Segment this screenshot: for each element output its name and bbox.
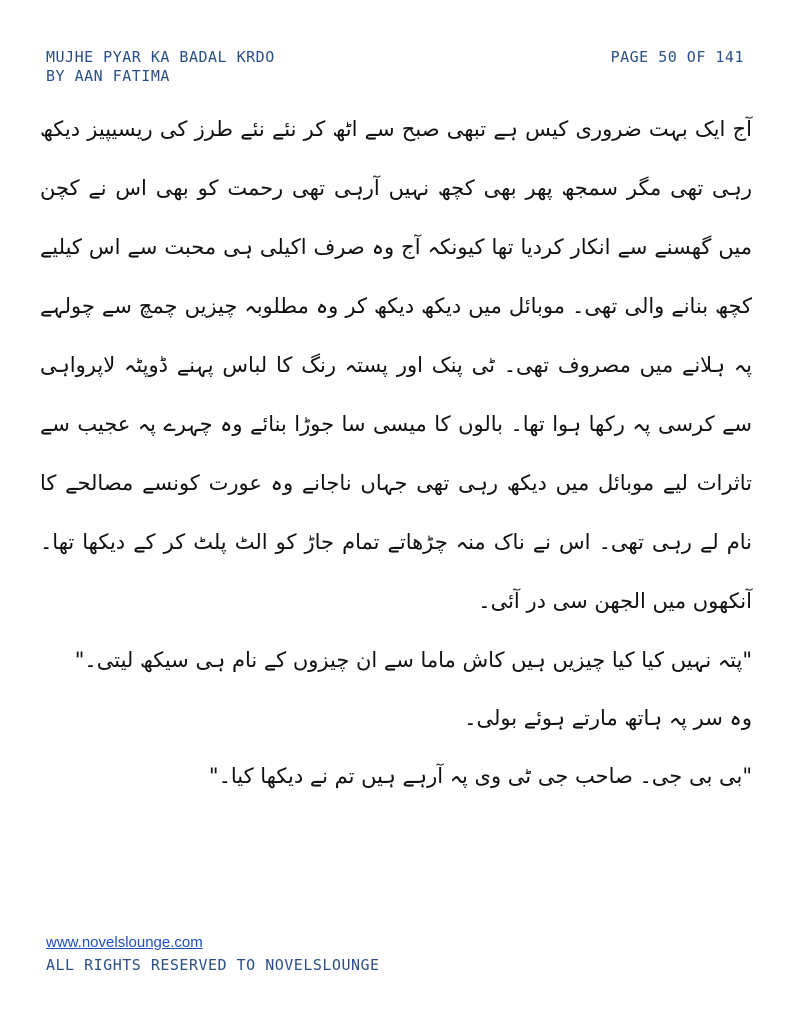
- body-paragraph: آج ایک بہت ضروری کیس ہے تبھی صبح سے اٹھ کر نئے نئے طرز کی ریسیپیز دیکھ رہی تھی مگر سمجھ پھر بھی کچھ نہیں آرہی تھی رحمت کو بھی اس نے کچن میں گھسنے سے انکار کردیا تھا کیونکہ آج وہ صرف اکیلی ہی محبت سے اس کیلیے کچھ بنانے والی تھی۔ موبائل میں دیکھ دیکھ کر وہ مطلوبہ چیزیں چمچ سے چولہے پہ ہلانے میں مصروف تھی۔ ٹی پنک اور پستہ رنگ کا لباس پہنے ڈوپٹہ لاپرواہی سے کرسی پہ رکھا ہوا تھا۔ بالوں کا میسی سا جوڑا بنائے وہ چہرے پہ عجیب سے تاثرات لیے موبائل میں دیکھ رہی تھی جہاں ناجانے وہ عورت کونسے مصالحے کا نام لے رہی تھی۔ اس نے ناک منہ چڑھاتے تمام جاڑ کو الٹ پلٹ کر کے دیکھا تھا۔ آنکھوں میں الجھن سی در آئی۔: [40, 117, 752, 613]
- dialogue-line-2: "بی بی جی۔ صاحب جی ٹی وی پہ آرہے ہیں تم نے دیکھا کیا۔": [208, 764, 752, 788]
- dialogue-line-1: "پتہ نہیں کیا کیا چیزیں ہیں کاش ماما سے ان چیزوں کے نام ہی سیکھ لیتی۔": [74, 648, 752, 672]
- author-name: BY AAN FATIMA: [46, 67, 170, 85]
- novel-title: MUJHE PYAR KA BADAL KRDO: [46, 48, 275, 66]
- page-number: PAGE 50 OF 141: [610, 48, 744, 66]
- website-link[interactable]: www.novelslounge.com: [46, 934, 203, 951]
- document-header: [46, 48, 275, 86]
- narration-line: وہ سر پہ ہاتھ مارتے ہوئے بولی۔: [464, 706, 752, 730]
- page-body: [40, 100, 752, 805]
- rights-notice: ALL RIGHTS RESERVED TO NOVELSLOUNGE: [46, 956, 380, 974]
